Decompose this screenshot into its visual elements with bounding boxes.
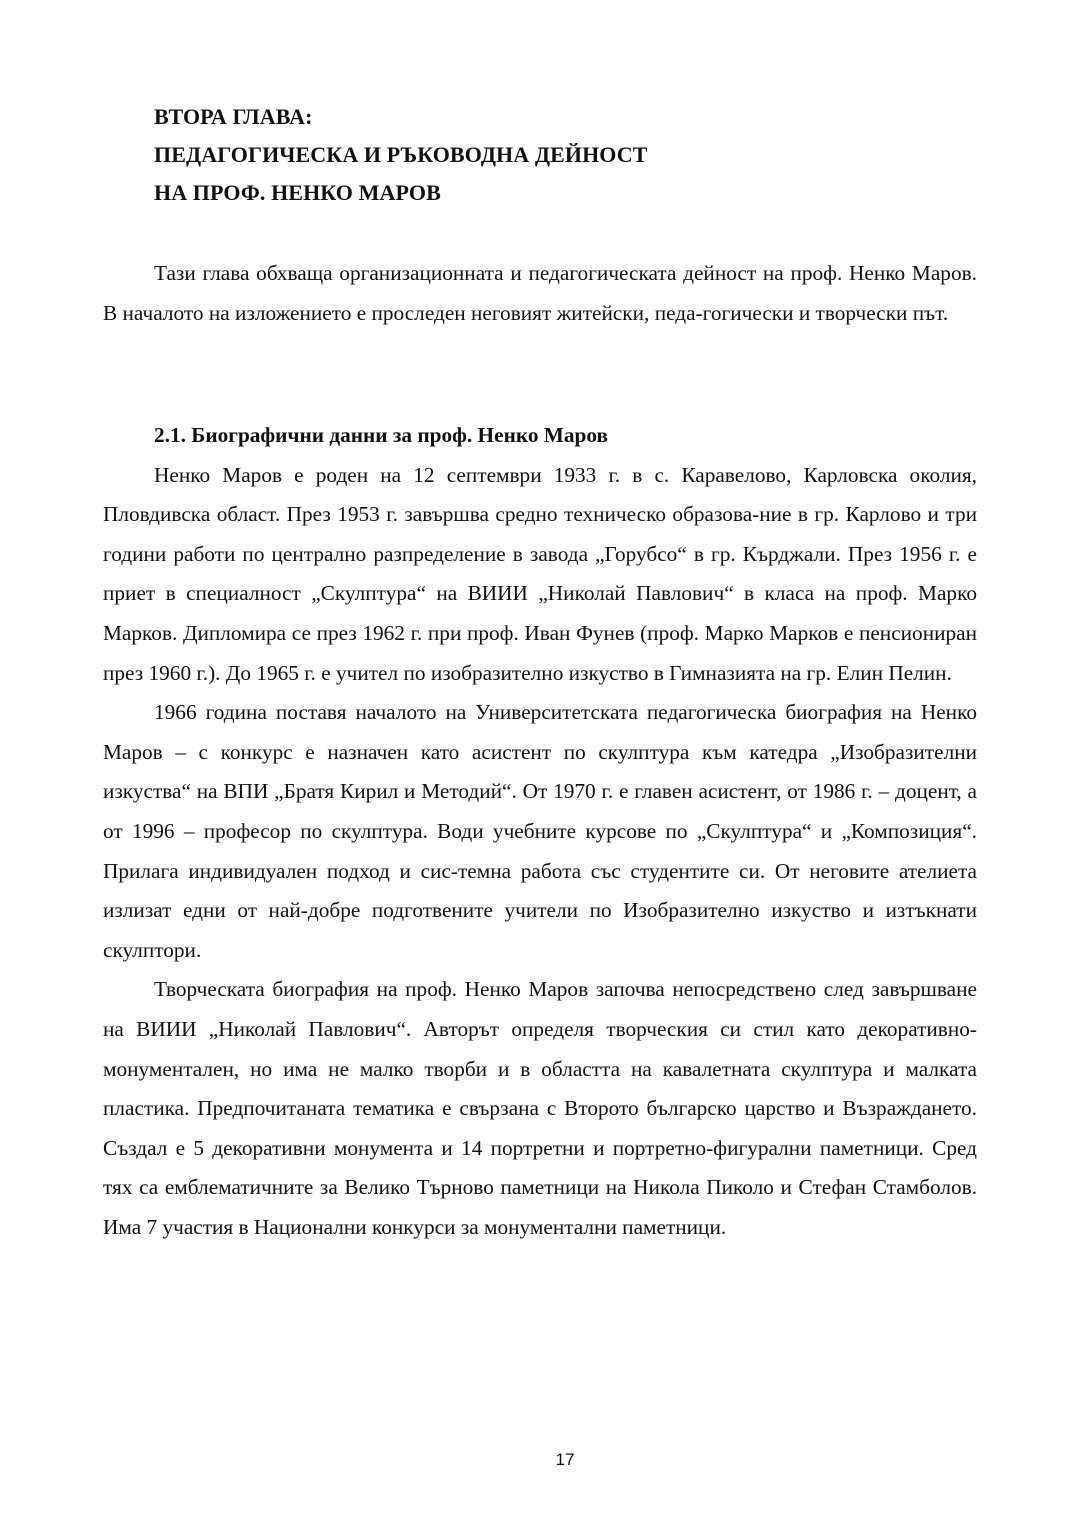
- intro-paragraph: Тази глава обхваща организационната и педагогическата дейност на проф. Ненко Маров. В началото на изложението е проследен неговият житейски, педа-гогически и творчески път.: [103, 261, 977, 325]
- chapter-title-line-3: НА ПРОФ. НЕНКО МАРОВ: [154, 180, 441, 205]
- section-2-1: [103, 416, 977, 1247]
- body-paragraph-2: 1966 година поставя началото на Университетската педагогическа биография на Ненко Маров – с конкурс е назначен като асистент по скулптура към катедра „Изобразителни изкуства“ на ВПИ „Братя Кирил и Методий“. От 1970 г. е главен асистент, от 1986 г. – доцент, а от 1996 – професор по скулптура. Води учебните курсове по „Скулптура“ и „Композиция“. Прилага индивидуален подход и сис-темна работа със студентите си. От неговите ателиета излизат едни от най-добре подготвените учители по Изобразително изкуство и изтъкнати скулптори.: [103, 700, 977, 962]
- body-paragraph-1: Ненко Маров е роден на 12 септември 1933 г. в с. Каравелово, Карловска околия, Пловдивска област. През 1953 г. завършва средно техническо образова-ние в гр. Карлово и три години работи по централно разпределение в завода „Горубсо“ в гр. Кърджали. През 1956 г. е приет в специалност „Скулптура“ на ВИИИ „Николай Павлович“ в класа на проф. Марко Марков. Дипломира се през 1962 г. при проф. Иван Фунев (проф. Марко Марков е пенсиониран през 1960 г.). До 1965 г. е учител по изобразително изкуство в Гимназията на гр. Елин Пелин.: [103, 462, 977, 685]
- chapter-title-line-2: ПЕДАГОГИЧЕСКА И РЪКОВОДНА ДЕЙНОСТ: [154, 142, 648, 167]
- intro-block: [103, 254, 977, 333]
- section-heading: 2.1. Биографични данни за проф. Ненко Маров: [154, 423, 609, 447]
- chapter-title: [154, 98, 648, 212]
- chapter-title-line-1: ВТОРА ГЛАВА:: [154, 104, 313, 129]
- page-number: 17: [555, 1450, 575, 1469]
- body-paragraph-3: Творческата биография на проф. Ненко Маров започва непосредствено след завършване на ВИИИ „Николай Павлович“. Авторът определя творческия си стил като декоративно-монументален, но има не малко творби и в областта на кавалетната скулптура и малката пластика. Предпочитаната тематика е свързана с Второто българско царство и Възраждането. Създал е 5 декоративни монумента и 14 портретни и портретно-фигурални паметници. Сред тях са емблематичните за Велико Търново паметници на Никола Пиколо и Стефан Стамболов. Има 7 участия в Национални конкурси за монументални паметници.: [103, 977, 977, 1239]
